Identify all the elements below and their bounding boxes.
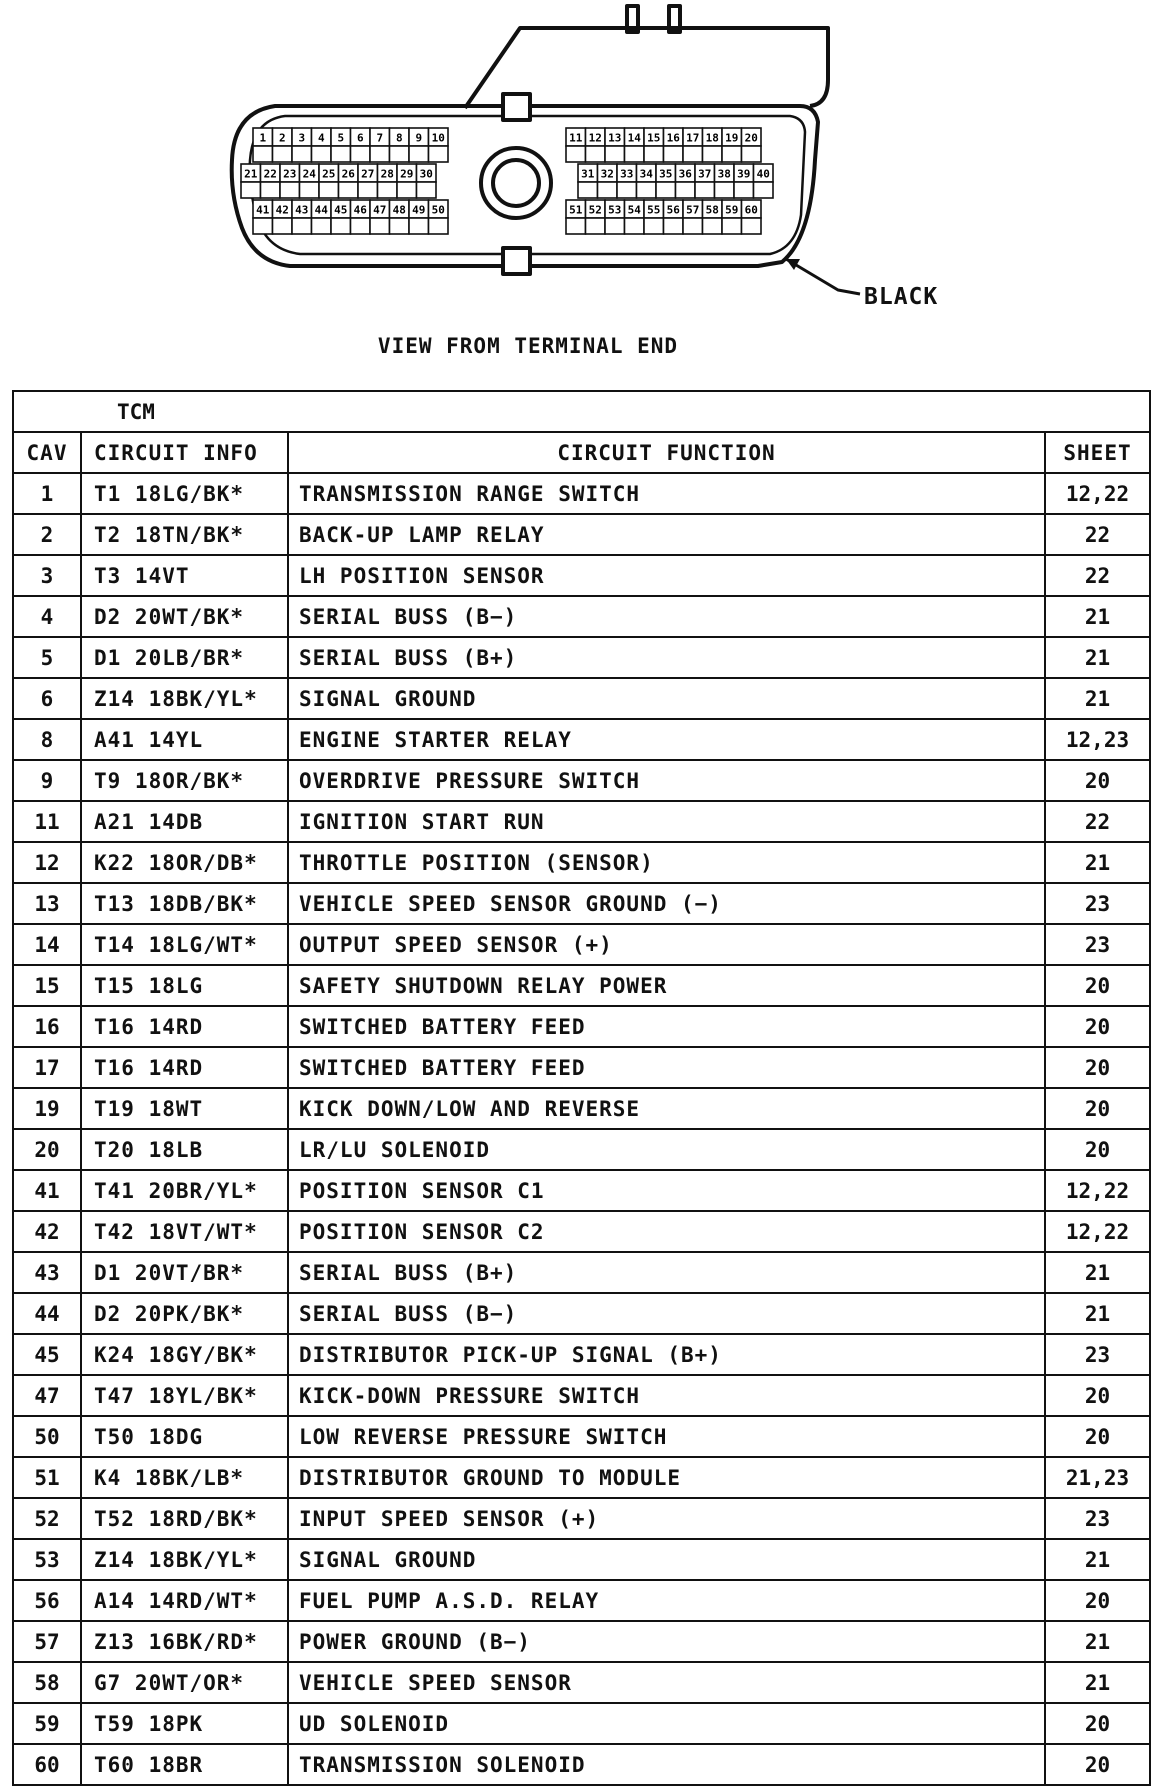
table-row [13,1580,1150,1621]
pin-cavity-lower [754,182,774,198]
pin-number: 55 [647,203,661,217]
pin-number: 33 [620,167,634,181]
table-row [13,1539,1150,1580]
cell-sheet: 20 [1045,1744,1150,1785]
cell-cav: 16 [13,1006,81,1047]
cell-cav: 3 [13,555,81,596]
cell-circuit-function: ENGINE STARTER RELAY [288,719,1045,760]
cell-circuit-info: T19 18WT [81,1088,288,1129]
pin-number: 53 [608,203,622,217]
cell-circuit-function: SERIAL BUSS (B−) [288,596,1045,637]
table-row [13,719,1150,760]
cell-cav: 2 [13,514,81,555]
cell-circuit-info: T9 18OR/BK* [81,760,288,801]
pin-number: 4 [317,131,325,145]
cell-sheet: 21 [1045,637,1150,678]
pin-number: 38 [717,167,731,181]
pin-number: 45 [334,203,348,217]
pin-number: 32 [600,167,614,181]
cell-circuit-function: SIGNAL GROUND [288,1539,1045,1580]
pin-number: 24 [302,167,316,181]
pin-cavity-lower [715,182,735,198]
cell-circuit-info: D2 20WT/BK* [81,596,288,637]
cell-sheet: 23 [1045,1334,1150,1375]
cell-cav: 15 [13,965,81,1006]
pin-cavity-lower [734,182,754,198]
cell-cav: 17 [13,1047,81,1088]
table-row [13,514,1150,555]
cell-cav: 11 [13,801,81,842]
cell-circuit-function: OVERDRIVE PRESSURE SWITCH [288,760,1045,801]
header-circuit-info: CIRCUIT INFO [81,432,288,473]
pin-cavity-lower [390,218,410,234]
pin-cavity-lower [253,218,273,234]
cell-circuit-function: SERIAL BUSS (B+) [288,637,1045,678]
pin-number: 51 [569,203,583,217]
cell-sheet: 20 [1045,1375,1150,1416]
cell-circuit-info: T50 18DG [81,1416,288,1457]
pin-cavity-lower [319,182,339,198]
pin-number: 47 [373,203,387,217]
cell-circuit-info: Z13 16BK/RD* [81,1621,288,1662]
cell-circuit-info: T20 18LB [81,1129,288,1170]
cell-circuit-function: FUEL PUMP A.S.D. RELAY [288,1580,1045,1621]
cell-cav: 51 [13,1457,81,1498]
pin-cavity-lower [312,146,332,162]
pin-cavity-lower [703,218,723,234]
cell-cav: 6 [13,678,81,719]
pin-number: 52 [588,203,602,217]
pin-cavity-lower [703,146,723,162]
cell-sheet: 22 [1045,801,1150,842]
pin-cavity-lower [312,218,332,234]
cell-circuit-function: SIGNAL GROUND [288,678,1045,719]
cell-circuit-info: A41 14YL [81,719,288,760]
cell-cav: 19 [13,1088,81,1129]
pin-cavity-lower [637,182,657,198]
cell-circuit-info: T16 14RD [81,1047,288,1088]
connector-color-label: BLACK [864,284,939,310]
pin-number: 5 [337,131,345,145]
cell-circuit-function: SAFETY SHUTDOWN RELAY POWER [288,965,1045,1006]
pin-cavity-lower [370,146,390,162]
pin-number: 19 [725,131,739,145]
cell-circuit-info: T2 18TN/BK* [81,514,288,555]
cell-cav: 41 [13,1170,81,1211]
pin-number: 56 [666,203,680,217]
cell-cav: 20 [13,1129,81,1170]
pin-cavity-lower [241,182,261,198]
cell-cav: 56 [13,1580,81,1621]
pin-cavity-lower [695,182,715,198]
cell-cav: 43 [13,1252,81,1293]
cell-cav: 44 [13,1293,81,1334]
table-row [13,801,1150,842]
pin-number: 43 [295,203,309,217]
pin-number: 31 [581,167,595,181]
cell-cav: 53 [13,1539,81,1580]
cell-sheet: 21 [1045,1539,1150,1580]
pin-number: 12 [588,131,602,145]
pin-number: 42 [275,203,289,217]
pin-number: 9 [415,131,423,145]
pin-number: 40 [756,167,770,181]
cell-circuit-function: THROTTLE POSITION (SENSOR) [288,842,1045,883]
table-row [13,1129,1150,1170]
table-row [13,1293,1150,1334]
cell-circuit-info: D2 20PK/BK* [81,1293,288,1334]
pin-cavity-lower [331,218,351,234]
connector-diagram [0,0,1168,380]
pin-cavity-lower [292,146,312,162]
pin-number: 41 [256,203,270,217]
pin-cavity-lower [683,218,703,234]
pin-number: 22 [263,167,277,181]
pin-cavity-lower [722,218,742,234]
cell-sheet: 20 [1045,760,1150,801]
pin-number: 28 [380,167,394,181]
pin-cavity-lower [742,218,762,234]
cell-sheet: 21 [1045,1621,1150,1662]
table-row [13,1621,1150,1662]
pin-number: 23 [283,167,297,181]
pin-number: 44 [314,203,328,217]
cell-sheet: 21 [1045,1252,1150,1293]
pin-cavity-lower [566,146,586,162]
pin-cavity-lower [617,182,637,198]
cell-sheet: 20 [1045,1580,1150,1621]
cell-circuit-function: SERIAL BUSS (B−) [288,1293,1045,1334]
table-title: TCM [13,391,1150,432]
pin-cavity-lower [625,146,645,162]
pin-cavity-lower [664,146,684,162]
cell-sheet: 12,22 [1045,1211,1150,1252]
table-row [13,1334,1150,1375]
pin-number: 37 [698,167,712,181]
cell-circuit-info: Z14 18BK/YL* [81,1539,288,1580]
pin-cavity-lower [273,146,293,162]
pin-number: 54 [627,203,641,217]
cell-cav: 50 [13,1416,81,1457]
cell-sheet: 20 [1045,1416,1150,1457]
pin-cavity-lower [429,146,449,162]
header-sheet: SHEET [1045,432,1150,473]
table-row [13,1252,1150,1293]
cell-circuit-info: A21 14DB [81,801,288,842]
cell-circuit-info: T15 18LG [81,965,288,1006]
pin-cavity-lower [656,182,676,198]
pin-number: 36 [678,167,692,181]
cell-circuit-function: LH POSITION SENSOR [288,555,1045,596]
view-caption: VIEW FROM TERMINAL END [377,334,679,358]
cell-circuit-info: T42 18VT/WT* [81,1211,288,1252]
cell-circuit-function: KICK-DOWN PRESSURE SWITCH [288,1375,1045,1416]
pin-cavity-lower [331,146,351,162]
table-row [13,1416,1150,1457]
tcm-pinout-table [12,390,1151,1786]
cell-cav: 9 [13,760,81,801]
cell-circuit-info: T14 18LG/WT* [81,924,288,965]
cell-sheet: 20 [1045,1047,1150,1088]
pin-cavity-lower [644,146,664,162]
pin-number: 3 [298,131,306,145]
pin-cavity-lower [351,146,371,162]
pin-number: 17 [686,131,700,145]
pin-number: 30 [419,167,433,181]
pin-cavity-lower [351,218,371,234]
pin-cavity-lower [280,182,300,198]
cell-cav: 47 [13,1375,81,1416]
pin-cavity-lower [586,146,606,162]
cell-cav: 14 [13,924,81,965]
table-row [13,1088,1150,1129]
pin-number: 6 [356,131,364,145]
cell-cav: 5 [13,637,81,678]
table-header-row [13,432,1150,473]
pin-cavity-lower [370,218,390,234]
cell-sheet: 23 [1045,1498,1150,1539]
table-row [13,637,1150,678]
cell-sheet: 23 [1045,883,1150,924]
cell-sheet: 20 [1045,1088,1150,1129]
cell-circuit-info: T16 14RD [81,1006,288,1047]
table-body [13,391,1150,1785]
cell-sheet: 21 [1045,842,1150,883]
pin-number: 11 [569,131,583,145]
pin-cavity-lower [676,182,696,198]
pin-number: 25 [322,167,336,181]
cell-cav: 1 [13,473,81,514]
cell-sheet: 12,23 [1045,719,1150,760]
pin-cavity-lower [722,146,742,162]
pin-cavity-lower [586,218,606,234]
pin-cavity-lower [358,182,378,198]
pin-cavity-lower [625,218,645,234]
table-row [13,555,1150,596]
cell-circuit-info: D1 20LB/BR* [81,637,288,678]
pin-cavity-lower [397,182,417,198]
cell-circuit-function: POWER GROUND (B−) [288,1621,1045,1662]
pin-number: 15 [647,131,661,145]
cell-cav: 4 [13,596,81,637]
cell-sheet: 21 [1045,1662,1150,1703]
pin-number: 27 [361,167,375,181]
cell-circuit-function: SWITCHED BATTERY FEED [288,1006,1045,1047]
pin-cavity-lower [578,182,598,198]
header-cav: CAV [13,432,81,473]
cell-sheet: 12,22 [1045,473,1150,514]
cell-circuit-function: TRANSMISSION RANGE SWITCH [288,473,1045,514]
pin-number: 18 [705,131,719,145]
pin-number: 16 [666,131,680,145]
table-row [13,1211,1150,1252]
cell-circuit-info: T13 18DB/BK* [81,883,288,924]
pin-number: 58 [705,203,719,217]
table-row [13,924,1150,965]
pin-cavity-lower [300,182,320,198]
pin-number: 59 [725,203,739,217]
table-row [13,760,1150,801]
table-row [13,842,1150,883]
cell-circuit-info: T3 14VT [81,555,288,596]
pin-cavity-lower [605,218,625,234]
cell-cav: 13 [13,883,81,924]
pin-number: 8 [395,131,403,145]
cell-circuit-info: T41 20BR/YL* [81,1170,288,1211]
pin-cavity-lower [664,218,684,234]
header-circuit-function: CIRCUIT FUNCTION [288,432,1045,473]
cell-sheet: 22 [1045,514,1150,555]
cell-sheet: 20 [1045,965,1150,1006]
center-bolt-inner [493,160,539,206]
cell-cav: 8 [13,719,81,760]
pin-number: 26 [341,167,355,181]
pin-cavity-lower [429,218,449,234]
cell-sheet: 21 [1045,1293,1150,1334]
pin-cavity-lower [598,182,618,198]
cell-circuit-function: KICK DOWN/LOW AND REVERSE [288,1088,1045,1129]
cell-circuit-info: T59 18PK [81,1703,288,1744]
table-row [13,1457,1150,1498]
cell-circuit-info: K4 18BK/LB* [81,1457,288,1498]
pin-cavity-lower [409,146,429,162]
table-row [13,473,1150,514]
pin-number: 48 [392,203,406,217]
cell-circuit-function: LR/LU SOLENOID [288,1129,1045,1170]
cell-sheet: 20 [1045,1129,1150,1170]
cell-circuit-info: T1 18LG/BK* [81,473,288,514]
cell-sheet: 21,23 [1045,1457,1150,1498]
cell-cav: 42 [13,1211,81,1252]
cell-cav: 60 [13,1744,81,1785]
pin-number: 20 [744,131,758,145]
cell-cav: 52 [13,1498,81,1539]
connector-key-top [503,94,530,120]
pin-cavity-lower [683,146,703,162]
cell-circuit-function: SWITCHED BATTERY FEED [288,1047,1045,1088]
cell-circuit-function: POSITION SENSOR C1 [288,1170,1045,1211]
cell-circuit-function: OUTPUT SPEED SENSOR (+) [288,924,1045,965]
cell-circuit-function: TRANSMISSION SOLENOID [288,1744,1045,1785]
cell-cav: 59 [13,1703,81,1744]
cell-sheet: 20 [1045,1006,1150,1047]
pin-number: 10 [431,131,445,145]
pin-number: 21 [244,167,258,181]
pin-cavity-lower [339,182,359,198]
cell-circuit-info: T47 18YL/BK* [81,1375,288,1416]
table-row [13,678,1150,719]
cell-circuit-function: DISTRIBUTOR GROUND TO MODULE [288,1457,1045,1498]
table-row [13,965,1150,1006]
pin-number: 39 [737,167,751,181]
table-row [13,1047,1150,1088]
pin-number: 57 [686,203,700,217]
cell-circuit-info: D1 20VT/BR* [81,1252,288,1293]
pin-number: 13 [608,131,622,145]
table-row [13,1744,1150,1785]
cell-circuit-function: SERIAL BUSS (B+) [288,1252,1045,1293]
pin-number: 49 [412,203,426,217]
table-row [13,883,1150,924]
table-row [13,1703,1150,1744]
cell-circuit-info: T60 18BR [81,1744,288,1785]
cell-cav: 57 [13,1621,81,1662]
table-row [13,1006,1150,1047]
pin-cavity-lower [644,218,664,234]
table-row [13,596,1150,637]
cell-circuit-info: K22 18OR/DB* [81,842,288,883]
table-row [13,1375,1150,1416]
cell-sheet: 21 [1045,678,1150,719]
cell-cav: 58 [13,1662,81,1703]
connector-key-bottom [503,248,530,274]
cell-sheet: 20 [1045,1703,1150,1744]
pin-cavity-lower [605,146,625,162]
cell-sheet: 22 [1045,555,1150,596]
pin-cavity-lower [742,146,762,162]
cell-circuit-function: UD SOLENOID [288,1703,1045,1744]
cell-circuit-function: LOW REVERSE PRESSURE SWITCH [288,1416,1045,1457]
pin-cavity-lower [253,146,273,162]
cell-circuit-function: BACK-UP LAMP RELAY [288,514,1045,555]
pin-number: 46 [353,203,367,217]
cell-circuit-function: POSITION SENSOR C2 [288,1211,1045,1252]
pin-cavity-lower [566,218,586,234]
cell-cav: 45 [13,1334,81,1375]
pin-number: 35 [659,167,673,181]
pin-cavity-lower [292,218,312,234]
pin-number: 1 [259,131,267,145]
cell-sheet: 23 [1045,924,1150,965]
pin-cavity-lower [261,182,281,198]
cell-sheet: 12,22 [1045,1170,1150,1211]
cell-circuit-function: VEHICLE SPEED SENSOR [288,1662,1045,1703]
cell-circuit-function: DISTRIBUTOR PICK-UP SIGNAL (B+) [288,1334,1045,1375]
pin-number: 7 [376,131,384,145]
cell-circuit-info: A14 14RD/WT* [81,1580,288,1621]
pin-number: 29 [400,167,414,181]
cell-circuit-function: IGNITION START RUN [288,801,1045,842]
cell-circuit-info: Z14 18BK/YL* [81,678,288,719]
pin-number: 2 [278,131,286,145]
pin-cavity-lower [390,146,410,162]
pin-number: 50 [431,203,445,217]
cell-circuit-function: VEHICLE SPEED SENSOR GROUND (−) [288,883,1045,924]
pin-cavity-lower [273,218,293,234]
table-title-row [13,391,1150,432]
pin-number: 14 [627,131,641,145]
cell-circuit-info: K24 18GY/BK* [81,1334,288,1375]
table-row [13,1662,1150,1703]
pin-number: 60 [744,203,758,217]
pin-cavity-lower [409,218,429,234]
cell-circuit-function: INPUT SPEED SENSOR (+) [288,1498,1045,1539]
cell-circuit-info: T52 18RD/BK* [81,1498,288,1539]
cell-circuit-info: G7 20WT/OR* [81,1662,288,1703]
pin-cavity-lower [417,182,437,198]
pin-number: 34 [639,167,653,181]
table-row [13,1170,1150,1211]
cell-sheet: 21 [1045,596,1150,637]
pin-cavity-lower [378,182,398,198]
cell-cav: 12 [13,842,81,883]
table-row [13,1498,1150,1539]
